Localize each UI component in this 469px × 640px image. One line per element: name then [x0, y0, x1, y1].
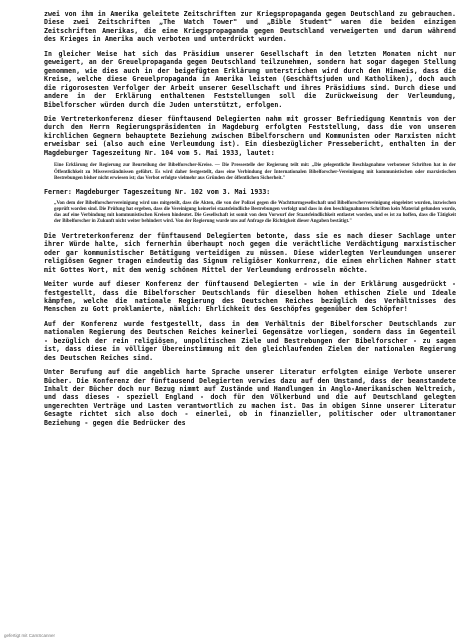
- source-heading: Ferner: Magdeburger Tageszeitung Nr. 102 vom 3. Mai 1933:: [44, 188, 271, 197]
- newspaper-quote-1: Eine Erklärung der Regierung zur Beurteilung der Bibelforscher-Kreise. — Die Pressestelle der Regierung teilt mit: „Die gelegentliche Beschlagnahme verbotener Schriften hat in der Öffentlichkeit zu Missverständnissen geführt. Es wird daher festgestellt, dass eine Verbindung der Internationalen Bibelforscher-Vereinigung mit kommunistischen oder marxistischen Bestrebungen bisher nicht erwiesen ist; das Verbot erfolgte vielmehr aus Gründen der öffentlichen Sicherheit.": [54, 163, 456, 181]
- paragraph-6: Auf der Konferenz wurde festgestellt, dass in dem Verhältnis der Bibelforscher Deutschlands zur nationalen Regierung des Deutschen Reiches keinerlei Gegensätze vorliegen, sondern dass im Gegenteil - bezüglich der rein religiösen, unpolitischen Ziele und Bestrebungen der Bibelforscher - zu sagen ist, dass diese in völliger Übereinstimmung mit den gleichlaufenden Zielen der nationalen Regierung des Deutschen Reiches sind.: [44, 319, 456, 362]
- document-page: [44, 10, 456, 628]
- paragraph-7: Unter Berufung auf die angeblich harte Sprache unserer Literatur erfolgten einige Verbote unserer Bücher. Die Konferenz der fünftausend Delegierten verwies dazu auf den Umstand, dass der beanstandete Inhalt der Bücher doch nur Bezug nimmt auf Zustände und Handlungen in Anglo-Amerikanischen Weltreich, und dass dieses - speziell England - doch für den Völkerbund und die auf Deutschland gelegten ungerechten Verträge und Lasten verantwortlich zu machen ist. Das in obigen Sinne unserer Literatur Gesagte richtet sich also doch - einerlei, ob in finanzieller, politischer oder ultramontaner Beziehung - gegen die Bedrücker des: [44, 368, 456, 427]
- paragraph-1: zwei von ihm in Amerika geleitete Zeitschriften zur Kriegspropaganda gegen Deutschland zu gebrauchen. Diese zwei Zeitschriften „The Watch Tower" und „Bible Student" waren die beiden einzigen Zeitschriften Amerikas, die eine Kriegspropaganda gegen Deutschland verweigerten und darum während des Krieges in Amerika auch verboten und unterdrückt wurden.: [44, 10, 456, 44]
- newspaper-quote-2: „Von dem der Bibelforschervereinigung wird uns mitgeteilt, dass die Akten, die von der Polizei gegen die Wachtturmgesellschaft und Bibelforschervereinigung eingeleitet wurden, inzwischen geprüft worden sind. Die Prüfung hat ergeben, dass die Vereinigung keinerlei staatsfeindliche Bestrebungen verfolgt und dass in den beschlagnahmten Schriften kein Material gefunden wurde, das auf eine Verbindung mit kommunistischen Kreisen hindeutet. Die Gesellschaft ist somit von dem Vorwurf der Staatsfeindlichkeit entlastet worden, und es ist zu hoffen, dass die Tätigkeit der Bibelforscher in Zukunft nicht weiter behindert wird. Von der Regierung wurde uns auf Anfrage die Richtigkeit dieser Angaben bestätigt.": [54, 200, 456, 225]
- paragraph-4: Die Vertreterkonferenz der fünftausend Delegierten betonte, dass sie es nach dieser Sachlage unter ihrer Würde halte, sich fernerhin überhaupt noch gegen die verächtliche Verdächtigung marxistischer oder gar kommunistischer Betätigung verteidigen zu müssen. Diese widerlegten Verleumdungen unserer religiösen Gegner tragen eindeutig das Signum religiöser Konkurrenz, die einen ehrlichen Mahner statt mit Gottes Wort, mit dem wenig schönen Mittel der Verleumdung erdrosseln möchte.: [44, 231, 456, 274]
- scanner-watermark: gefertigt mit CamScanner: [4, 633, 56, 638]
- paragraph-2: In gleicher Weise hat sich das Präsidium unserer Gesellschaft in den letzten Monaten nicht nur geweigert, an der Greuelpropaganda gegen Deutschland teilzunehmen, sondern hat sogar dagegen Stellung genommen, wie dies auch in der beigefügten Erklärung unterstrichen wird durch den Hinweis, dass die Kreise, welche diese Greuelpropaganda in Amerika leisten (Geschäftsjuden und Katholiken), doch auch die rigorosesten Verfolger der Arbeit unserer Gesellschaft und ihres Präsidiums sind. Durch diese und andere in der Erklärung enthaltenen Feststellungen soll die Zurückweisung der Verleumdung, Bibelforscher würden durch die Juden unterstützt, erfolgen.: [44, 49, 456, 109]
- paragraph-3: Die Vertreterkonferenz dieser fünftausend Delegierten nahm mit grosser Befriedigung Kenntnis von der durch den Herrn Regierungspräsidenten in Magdeburg erfolgten Feststellung, dass die von unseren kirchlichen Gegnern behauptete Beziehung zwischen Bibelforschern und Kommunisten oder Marxisten nicht erweisbar sei (also auch eine Verleumdung ist). Ein diesbezüglicher Pressebericht, enthalten in der Magdeburger Tageszeitung Nr. 104 vom 5. Mai 1933, lautet:: [44, 114, 456, 157]
- paragraph-5: Weiter wurde auf dieser Konferenz der fünftausend Delegierten - wie in der Erklärung ausgedrückt - festgestellt, dass die Bibelforscher Deutschlands für dieselben hohen ethischen Ziele und Ideale kämpfen, welche die nationale Regierung des Deutschen Reiches bezüglich des Verhältnisses des Menschen zu Gott proklamierte, nämlich: Ehrlichkeit des Geschöpfes gegenüber dem Schöpfer!: [44, 280, 456, 314]
